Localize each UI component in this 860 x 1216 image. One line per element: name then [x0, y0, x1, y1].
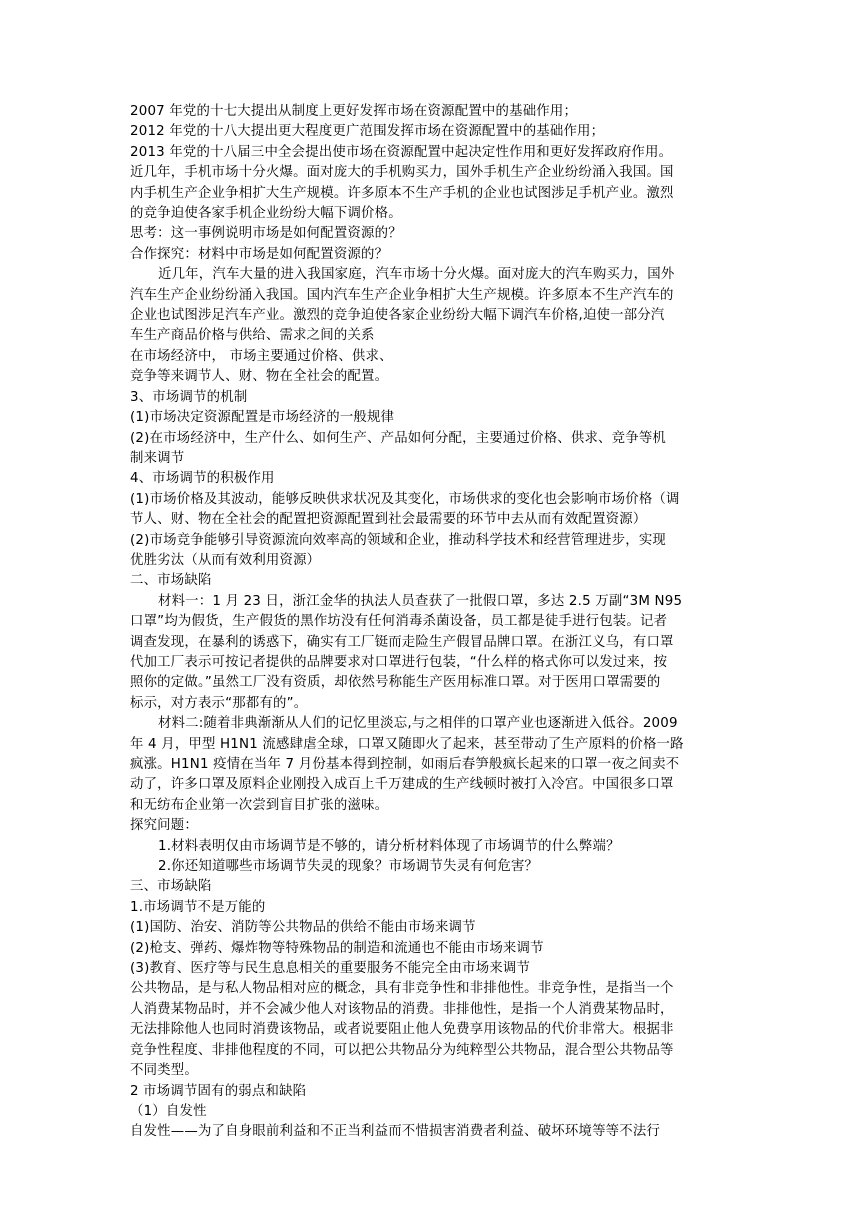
- text-line: 探究问题：: [130, 818, 198, 834]
- text-line: 节人、财、物在全社会的配置把资源配置到社会最需要的环节中去从而有效配置资源）: [130, 512, 647, 528]
- text-line: (2)市场竞争能够引导资源流向效率高的领域和企业，推动科学技术和经营管理进步，实现: [130, 532, 667, 548]
- text-line: 2013 年党的十八届三中全会提出使市场在资源配置中起决定性作用和更好发挥政府作用。: [130, 144, 673, 160]
- text-line: 4、市场调节的积极作用: [130, 471, 275, 487]
- text-line: (1)市场决定资源配置是市场经济的一般规律: [130, 410, 395, 426]
- text-line: 照你的定做。”虽然工厂没有资质，却依然号称能生产医用标准口罩。对于医用口罩需要的: [130, 675, 661, 691]
- text-line: 近几年，汽车大量的进入我国家庭，汽车市场十分火爆。面对庞大的汽车购买力，国外: [158, 267, 675, 283]
- text-line: 三、市场缺陷: [130, 879, 212, 895]
- text-line: 内手机生产企业争相扩大生产规模。许多原本不生产手机的企业也试图涉足手机产业。激烈: [130, 185, 674, 201]
- text-line: 制来调节: [130, 450, 185, 466]
- text-line: (1)市场价格及其波动，能够反映供求状况及其变化，市场供求的变化也会影响市场价格（调: [130, 491, 680, 507]
- text-line: (1)国防、治安、消防等公共物品的供给不能由市场来调节: [130, 920, 476, 936]
- text-line: 思考：这一事例说明市场是如何配置资源的？: [130, 226, 402, 242]
- text-line: 2012 年党的十八大提出更大程度更广范围发挥市场在资源配置中的基础作用；: [130, 124, 605, 140]
- text-line: 汽车生产企业纷纷涌入我国。国内汽车生产企业争相扩大生产规模。许多原本不生产汽车的: [130, 287, 674, 303]
- text-line: 1.市场调节不是万能的: [130, 899, 266, 915]
- text-line: 动了，许多口罩及原料企业刚投入成百上千万建成的生产线顿时被打入冷宫。中国很多口罩: [130, 777, 674, 793]
- text-line: 企业也试图涉足汽车产业。激烈的竞争迫使各家企业纷纷大幅下调汽车价格,迫使一部分汽: [130, 308, 665, 324]
- text-line: 优胜劣汰（从而有效利用资源）: [130, 552, 321, 568]
- text-line: 1.材料表明仅由市场调节是不够的，请分析材料体现了市场调节的什么弊端？: [158, 838, 620, 854]
- text-line: 代加工厂表示可按记者提供的品牌要求对口罩进行包装，“什么样的格式你可以发过来，按: [130, 654, 668, 670]
- text-line: 和无纺布企业第一次尝到盲目扩张的滋味。: [130, 797, 389, 813]
- text-line: 3、市场调节的机制: [130, 389, 248, 405]
- text-line: 标示，对方表示“那都有的”。: [130, 695, 308, 711]
- text-line: 车生产商品价格与供给、需求之间的关系: [130, 328, 375, 344]
- text-line: 公共物品，是与私人物品相对应的概念，具有非竞争性和非排他性。非竞争性，是指当一个: [130, 981, 674, 997]
- text-line: 自发性——为了自身眼前利益和不正当利益而不惜损害消费者利益、破坏环境等等不法行: [130, 1124, 661, 1140]
- text-line: (2)枪支、弹药、爆炸物等特殊物品的制造和流通也不能由市场来调节: [130, 940, 544, 956]
- text-line: (3)教育、医疗等与民生息息相关的重要服务不能完全由市场来调节: [130, 961, 531, 977]
- text-line: 竞争性程度、非排他程度的不同，可以把公共物品分为纯粹型公共物品，混合型公共物品等: [130, 1042, 674, 1058]
- text-line: (2)在市场经济中，生产什么、如何生产、产品如何分配，主要通过价格、供求、竞争等机: [130, 430, 667, 446]
- document-body: [130, 102, 734, 1143]
- text-line: 的竞争迫使各家手机企业纷纷大幅下调价格。: [130, 206, 402, 222]
- text-line: 2 市场调节固有的弱点和缺陷: [130, 1083, 307, 1099]
- text-line: 调查发现，在暴利的诱惑下，确实有工厂铤而走险生产假冒品牌口罩。在浙江义乌，有口罩: [130, 634, 674, 650]
- text-line: 人消费某物品时，并不会减少他人对该物品的消费。非排他性，是指一个人消费某物品时，: [130, 1001, 674, 1017]
- text-line: 疯涨。H1N1 疫情在当年 7 月份基本得到控制，如雨后春笋般疯长起来的口罩一夜之间卖不: [130, 757, 680, 772]
- text-line: 竞争等来调节人、财、物在全社会的配置。: [130, 369, 389, 385]
- text-line: 二、市场缺陷: [130, 573, 212, 589]
- text-line: 在市场经济中， 市场主要通过价格、供求、: [130, 348, 393, 364]
- text-line: 2.你还知道哪些市场调节失灵的现象？市场调节失灵有何危害？: [158, 859, 539, 875]
- text-line: 2007 年党的十七大提出从制度上更好发挥市场在资源配置中的基础作用；: [130, 104, 578, 119]
- text-line: 无法排除他人也同时消费该物品，或者说要阻止他人免费享用该物品的代价非常大。根据非: [130, 1022, 674, 1038]
- text-line: 不同类型。: [130, 1063, 198, 1079]
- text-line: 口罩”均为假货，生产假货的黑作坊没有任何消毒杀菌设备，员工都是徒手进行包装。记者: [130, 614, 668, 630]
- text-line: 年 4 月，甲型 H1N1 流感肆虐全球，口罩又随即火了起来，甚至带动了生产原料的价格一路: [130, 736, 684, 752]
- text-line: 材料二:随着非典渐渐从人们的记忆里淡忘,与之相伴的口罩产业也逐渐进入低谷。2009: [158, 716, 678, 732]
- text-line: 材料一：1 月 23 日，浙江金华的执法人员查获了一批假口罩，多达 2.5 万副“3M N95: [158, 593, 683, 609]
- text-line: （1）自发性: [130, 1103, 207, 1119]
- text-line: 合作探究：材料中市场是如何配置资源的？: [130, 246, 389, 262]
- text-line: 近几年，手机市场十分火爆。面对庞大的手机购买力，国外手机生产企业纷纷涌入我国。国: [130, 165, 674, 181]
